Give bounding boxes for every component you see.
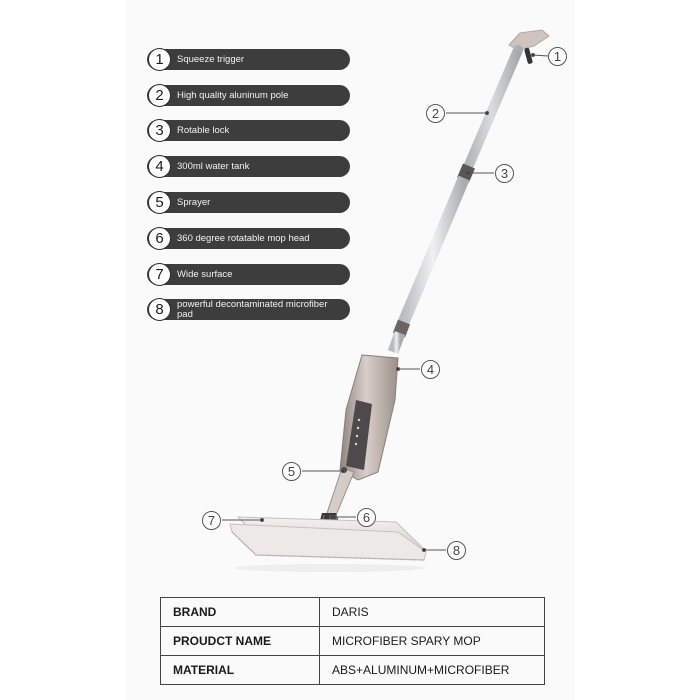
callout-6: 6: [357, 508, 376, 527]
callout-3: 3: [495, 164, 514, 183]
feature-number: 8: [148, 298, 171, 321]
callout-1: 1: [548, 47, 567, 66]
callout-7: 7: [202, 511, 221, 530]
callout-2: 2: [426, 104, 445, 123]
callout-5: 5: [282, 462, 301, 481]
spec-table: [160, 597, 545, 685]
feature-label: Rotable lock: [177, 124, 230, 136]
spec-row-material: [161, 656, 545, 685]
feature-label: Wide surface: [177, 268, 233, 280]
spec-value: MICROFIBER SPARY MOP: [320, 627, 545, 656]
callout-4: 4: [421, 360, 440, 379]
feature-label: Sprayer: [177, 196, 211, 208]
feature-label: High quality aluninum pole: [177, 89, 289, 101]
feature-number: 7: [148, 263, 171, 286]
callout-leaders: [222, 54, 548, 552]
sprayer-neck: [326, 468, 354, 520]
spec-row-brand: [161, 598, 545, 627]
feature-number: 4: [148, 155, 171, 178]
feature-label: Squeeze trigger: [177, 53, 245, 65]
feature-number: 3: [148, 119, 171, 142]
feature-label: 300ml water tank: [177, 160, 250, 172]
feature-number: 1: [148, 48, 171, 71]
spec-row-product-name: [161, 627, 545, 656]
spec-key: BRAND: [161, 598, 320, 627]
pole-shade: [466, 50, 518, 172]
callout-8: 8: [447, 541, 466, 560]
feature-label: 360 degree rotatable mop head: [177, 232, 310, 244]
spec-key: MATERIAL: [161, 656, 320, 685]
lower-pole: [402, 178, 464, 326]
spec-key: PROUDCT NAME: [161, 627, 320, 656]
spec-value: DARIS: [320, 598, 545, 627]
pole-neck: [393, 333, 400, 352]
feature-number: 5: [148, 191, 171, 214]
feature-number: 2: [148, 84, 171, 107]
feature-number: 6: [148, 227, 171, 250]
feature-label: powerful decontaminated microfiber pad: [177, 299, 328, 320]
floor-shadow: [235, 564, 425, 572]
spec-value: ABS+ALUMINUM+MICROFIBER: [320, 656, 545, 685]
